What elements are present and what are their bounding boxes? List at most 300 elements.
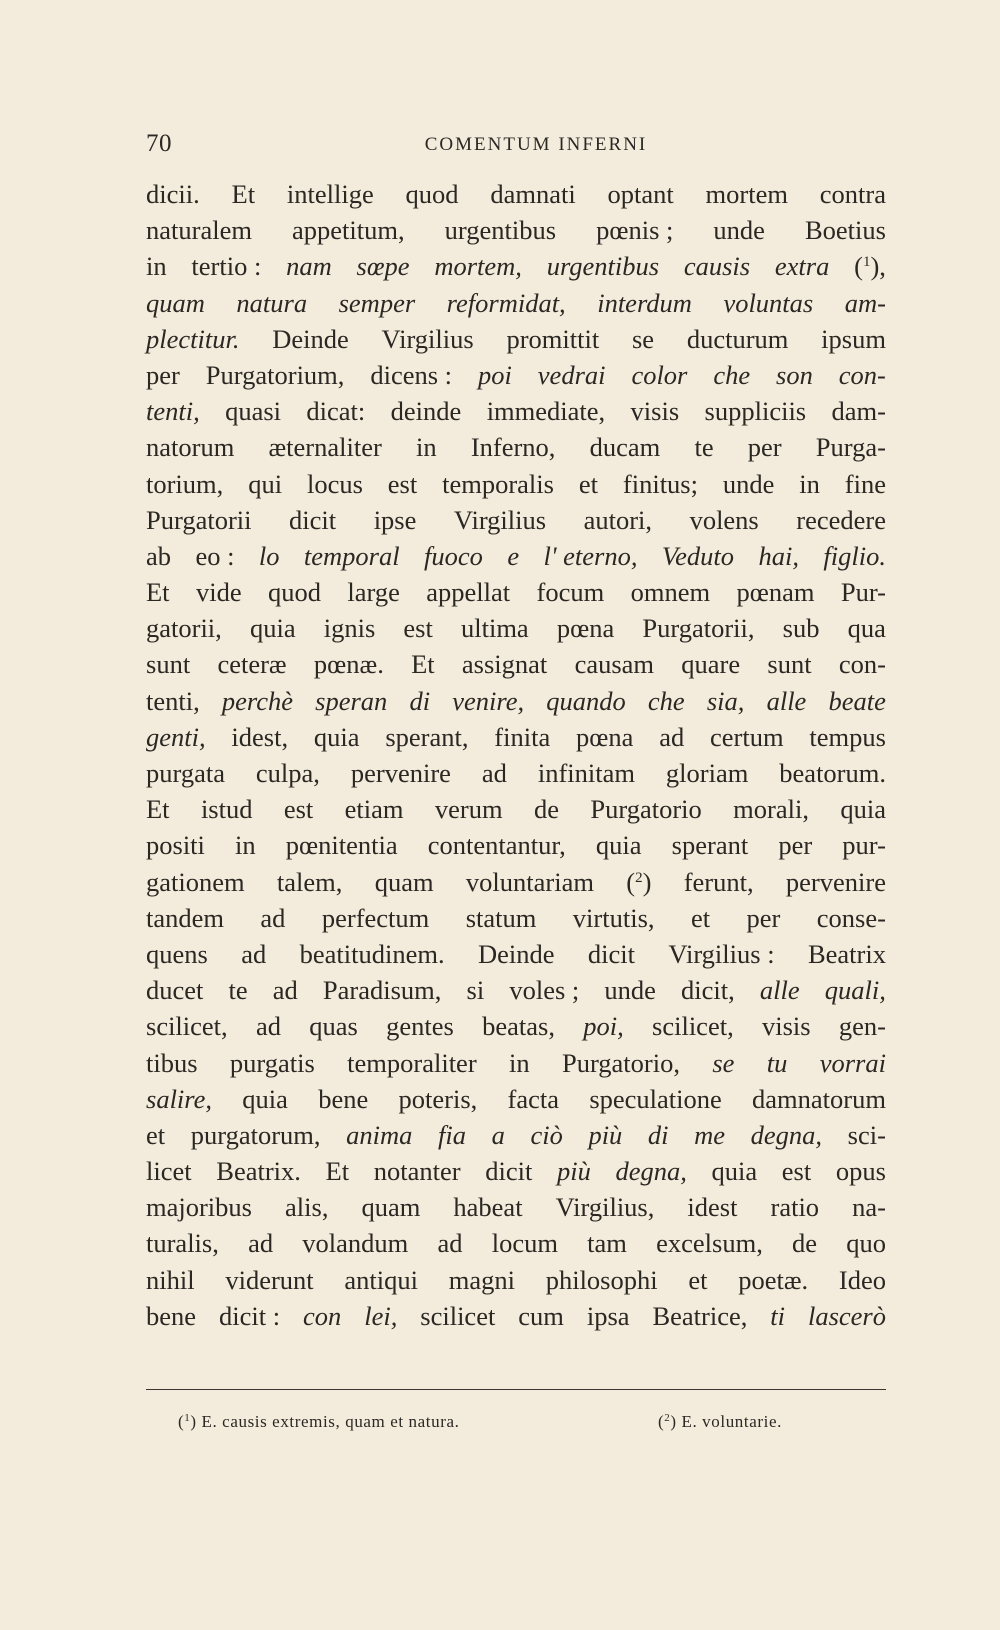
word: idest, xyxy=(231,721,289,752)
word: quo xyxy=(846,1228,886,1259)
word: Paradisum, xyxy=(322,975,442,1006)
word: gloriam xyxy=(665,758,749,788)
text-line xyxy=(146,1262,886,1298)
word: ipsum xyxy=(821,323,886,354)
word: infinitam xyxy=(537,758,635,788)
word: contentantur, xyxy=(427,830,566,861)
word: ad xyxy=(241,938,267,969)
word: quas xyxy=(309,1011,358,1042)
word: vedrai xyxy=(537,359,606,390)
word: che xyxy=(647,685,685,716)
word: dicii. xyxy=(146,179,200,209)
word: urgentibus xyxy=(444,215,557,246)
word: optant xyxy=(607,179,674,209)
word: purgatis xyxy=(229,1047,315,1078)
word: vorrai xyxy=(819,1047,886,1078)
word: voles ; xyxy=(509,975,580,1006)
word: che xyxy=(713,359,751,390)
text-line xyxy=(146,429,886,465)
word: sperant, xyxy=(385,721,469,752)
footnote-1 xyxy=(178,1412,459,1432)
word: ratio xyxy=(770,1192,820,1223)
word: finitus; xyxy=(622,468,698,499)
word: et xyxy=(688,1264,708,1295)
word: magni xyxy=(448,1264,515,1295)
word: te xyxy=(228,975,248,1006)
word: tertio : xyxy=(191,251,262,282)
text-line xyxy=(146,321,886,357)
word: pur- xyxy=(842,830,886,861)
word: dicens : xyxy=(370,359,453,390)
word: Deinde xyxy=(478,938,555,969)
word: est xyxy=(403,613,433,644)
text-line xyxy=(146,212,886,248)
footnote-2 xyxy=(658,1412,782,1432)
word: finita xyxy=(494,721,551,752)
word: ipsa xyxy=(586,1300,630,1331)
word: sperant xyxy=(671,830,749,861)
word: gatorii, xyxy=(146,613,222,644)
word: opus xyxy=(835,1156,886,1187)
word: suppliciis xyxy=(704,396,807,427)
word: speran xyxy=(315,685,388,716)
word: fia xyxy=(438,1119,466,1150)
word: qui xyxy=(248,468,283,499)
word: gentes xyxy=(386,1011,454,1042)
word: Veduto xyxy=(661,540,735,571)
word: quens xyxy=(146,938,208,969)
word: habeat xyxy=(453,1192,523,1223)
word: verum xyxy=(434,794,503,825)
word: talem, xyxy=(276,866,343,897)
word: beate xyxy=(828,685,886,716)
word: poetæ. xyxy=(738,1264,809,1295)
word: ad xyxy=(659,721,685,752)
word: unde xyxy=(604,975,656,1006)
word: morali, xyxy=(733,794,809,825)
word: in xyxy=(508,1047,530,1078)
word: fine xyxy=(844,468,886,499)
word: venire, xyxy=(452,685,525,716)
word: quod xyxy=(267,577,321,608)
word: ( xyxy=(854,251,863,282)
word: in xyxy=(416,432,437,463)
page-number: 70 xyxy=(146,130,172,157)
word: beatorum. xyxy=(779,758,886,788)
word-group xyxy=(626,864,651,900)
word: purgatorum, xyxy=(190,1119,321,1150)
word: philosophi xyxy=(545,1264,658,1295)
word: Beatrix. xyxy=(216,1156,301,1187)
word: tempus xyxy=(809,721,886,752)
word: perfectum xyxy=(321,902,430,933)
word: Et xyxy=(146,794,170,825)
word: me xyxy=(694,1119,726,1150)
word: Purga- xyxy=(815,432,886,463)
word: pervenire xyxy=(350,758,451,788)
word: temporal xyxy=(303,540,400,571)
word: degna, xyxy=(615,1156,687,1187)
word: plectitur. xyxy=(146,323,240,354)
word: est xyxy=(387,468,418,499)
text-line xyxy=(146,791,886,827)
word: dicit xyxy=(289,504,337,535)
word: natorum xyxy=(146,432,235,463)
text-line xyxy=(146,900,886,936)
text-line xyxy=(146,972,886,1008)
word: virtutis, xyxy=(572,902,655,933)
word: voluntas xyxy=(723,287,814,318)
word: Purgatorio xyxy=(590,794,702,825)
footnotes xyxy=(178,1412,838,1436)
word: urgentibus xyxy=(546,251,660,282)
word: Et xyxy=(231,179,256,209)
word: majoribus xyxy=(146,1192,252,1223)
word: Virgilius xyxy=(453,504,547,535)
text-line xyxy=(146,1081,886,1117)
word: appellat xyxy=(426,577,511,608)
text-line xyxy=(146,176,886,212)
word: figlio. xyxy=(823,540,886,571)
word: locum xyxy=(491,1228,558,1259)
word: immediate, xyxy=(486,396,606,427)
word: visis xyxy=(761,1011,811,1042)
word: in xyxy=(799,468,820,499)
word: se xyxy=(631,323,655,354)
word: Et xyxy=(411,649,435,680)
word: poi xyxy=(477,359,512,390)
word: dicat: xyxy=(306,396,366,427)
word: quam xyxy=(374,866,434,897)
word: Purgatorio, xyxy=(561,1047,680,1078)
word: quia xyxy=(711,1156,758,1187)
word: interdum xyxy=(597,287,692,318)
word: degna, xyxy=(750,1119,823,1150)
text-line xyxy=(146,538,886,574)
word: facta xyxy=(507,1083,560,1114)
word: per xyxy=(747,432,782,463)
word: deinde xyxy=(390,396,462,427)
word: Virgilius, xyxy=(555,1192,655,1223)
word: bene xyxy=(318,1083,369,1114)
word: istud xyxy=(200,794,253,825)
word: dicit xyxy=(485,1156,533,1187)
word: pœnitentia xyxy=(285,830,398,861)
word: conse- xyxy=(816,902,886,933)
footnote-ref: 2 xyxy=(635,869,643,886)
word: perchè xyxy=(221,685,294,716)
word: causam xyxy=(574,649,655,680)
word: extra xyxy=(774,251,830,282)
word: eo : xyxy=(195,540,235,571)
word: na- xyxy=(852,1192,886,1223)
word: tam xyxy=(587,1228,627,1259)
word: ad xyxy=(272,975,298,1006)
word: quali, xyxy=(824,975,886,1006)
word: ipse xyxy=(373,504,417,535)
word: quod xyxy=(405,179,459,209)
text-line xyxy=(146,610,886,646)
word: fuoco xyxy=(424,540,483,571)
word: contra xyxy=(819,179,886,209)
word: sœpe xyxy=(356,251,410,282)
word: pœna xyxy=(556,613,615,644)
word: te xyxy=(694,432,714,463)
word: Et xyxy=(325,1156,350,1187)
text-line xyxy=(146,1008,886,1044)
word-group xyxy=(854,248,886,284)
word: pœnæ. xyxy=(313,649,384,680)
word: in xyxy=(146,251,167,282)
text-line xyxy=(146,1117,886,1153)
word: bene xyxy=(146,1300,197,1331)
word: ciò xyxy=(530,1119,563,1150)
word: si xyxy=(466,975,485,1006)
word: etiam xyxy=(344,794,404,825)
word: licet xyxy=(146,1156,192,1187)
word: alle xyxy=(766,685,807,716)
word: ad xyxy=(255,1011,281,1042)
word: di xyxy=(409,685,431,716)
word: sia, xyxy=(706,685,745,716)
word: statum xyxy=(465,902,537,933)
word: torium, xyxy=(146,468,224,499)
word: focum xyxy=(536,577,605,608)
word: salire, xyxy=(146,1083,213,1114)
word: omnem xyxy=(630,577,711,608)
text-line xyxy=(146,248,886,284)
word: scilicet, xyxy=(652,1011,734,1042)
word: beatitudinem. xyxy=(299,938,445,969)
word: assignat xyxy=(461,649,548,680)
word: est xyxy=(283,794,314,825)
word: sunt xyxy=(146,649,191,680)
word: alle xyxy=(759,975,800,1006)
word: turalis, xyxy=(146,1228,219,1259)
word: Deinde xyxy=(272,323,349,354)
punctuation: ), xyxy=(870,251,886,282)
word: ad xyxy=(437,1228,463,1259)
word: lo xyxy=(258,540,280,571)
text-line xyxy=(146,1189,886,1225)
word: am- xyxy=(844,287,886,318)
word: volens xyxy=(689,504,759,535)
text-line xyxy=(146,646,886,682)
word: tenti, xyxy=(146,685,200,716)
word: tibus xyxy=(146,1047,198,1078)
word: idest xyxy=(687,1192,738,1223)
word: large xyxy=(347,577,400,608)
word: est xyxy=(781,1156,812,1187)
word: Pur- xyxy=(840,577,886,608)
word: positi xyxy=(146,830,205,861)
word: nihil xyxy=(146,1264,195,1295)
word: causis xyxy=(683,251,751,282)
word: antiqui xyxy=(344,1264,418,1295)
word: per xyxy=(778,830,813,861)
word: scilicet, xyxy=(146,1011,228,1042)
word: Beatrix xyxy=(807,938,886,969)
text-line xyxy=(146,1153,886,1189)
page-title: COMENTUM INFERNI xyxy=(424,134,648,155)
word: promittit xyxy=(506,323,600,354)
word: temporalis xyxy=(442,468,554,499)
word: cum xyxy=(518,1300,564,1331)
punctuation: ) xyxy=(642,866,652,897)
footnote-1-text: E. causis extremis, quam et natura. xyxy=(201,1412,460,1431)
word: qua xyxy=(847,613,886,644)
word: per xyxy=(746,902,781,933)
text-line xyxy=(146,1298,886,1334)
word: voluntariam xyxy=(465,866,594,897)
word: quia xyxy=(595,830,642,861)
word: dicit : xyxy=(218,1300,281,1331)
word: Et xyxy=(146,577,170,608)
word: alis, xyxy=(285,1192,329,1223)
word: tenti, xyxy=(146,396,200,427)
word: excelsum, xyxy=(656,1228,763,1259)
word: reformidat, xyxy=(446,287,566,318)
word: lascerò xyxy=(807,1300,886,1331)
word: poteris, xyxy=(398,1083,478,1114)
word: più xyxy=(588,1119,623,1150)
word: beatas, xyxy=(482,1011,555,1042)
word: sub xyxy=(782,613,820,644)
text-line xyxy=(146,574,886,610)
word: notanter xyxy=(373,1156,461,1187)
word: quia xyxy=(840,794,886,825)
word: Virgilius : xyxy=(668,938,775,969)
word: damnatorum xyxy=(752,1083,886,1114)
word: mortem, xyxy=(434,251,522,282)
word: vide xyxy=(195,577,242,608)
text-line xyxy=(146,683,886,719)
word: semper xyxy=(338,287,416,318)
word: hai, xyxy=(758,540,799,571)
word: volandum xyxy=(302,1228,409,1259)
word: anima xyxy=(346,1119,413,1150)
word: ad xyxy=(260,902,286,933)
word-group xyxy=(466,864,594,900)
footnote-ref: 1 xyxy=(862,254,871,271)
word: ab xyxy=(146,540,172,571)
word: di xyxy=(647,1119,669,1150)
word: natura xyxy=(236,287,308,318)
word: sci- xyxy=(847,1119,886,1150)
word: de xyxy=(534,794,560,825)
word: naturalem xyxy=(146,215,252,246)
word: ducam xyxy=(589,432,661,463)
text-line xyxy=(146,357,886,393)
word: quia xyxy=(313,721,360,752)
text-line xyxy=(146,864,886,900)
word: quam xyxy=(146,287,205,318)
footnote-rule xyxy=(146,1389,886,1390)
word: con- xyxy=(838,359,886,390)
word: Purgatorium, xyxy=(205,359,345,390)
word: pœnam xyxy=(736,577,815,608)
footnote-2-mark: ($^2$) xyxy=(658,1412,677,1431)
word: culpa, xyxy=(255,758,320,788)
footnote-1-mark: ($^1$) xyxy=(178,1412,197,1431)
word: recedere xyxy=(796,504,886,535)
word: tu xyxy=(766,1047,788,1078)
word: nam xyxy=(286,251,332,282)
word: ducet xyxy=(146,975,204,1006)
word: dicit, xyxy=(681,975,735,1006)
word: ultima xyxy=(460,613,529,644)
word: pervenire xyxy=(785,866,886,897)
text-line xyxy=(146,1225,886,1261)
word: per xyxy=(146,359,180,390)
word: certum xyxy=(710,721,784,752)
word: appetitum, xyxy=(291,215,405,246)
word: a xyxy=(491,1119,505,1150)
word: ad xyxy=(248,1228,274,1259)
word: pœna xyxy=(576,721,634,752)
word: pœnis ; xyxy=(596,215,674,246)
word: unde xyxy=(713,215,765,246)
word: quando xyxy=(546,685,626,716)
text-line xyxy=(146,502,886,538)
word: e xyxy=(507,540,520,571)
word: con xyxy=(303,1300,342,1331)
word: quia xyxy=(242,1083,288,1114)
word: purgata xyxy=(146,758,225,788)
word: Boetius xyxy=(804,215,886,246)
word: Beatrice, xyxy=(652,1300,748,1331)
word: viderunt xyxy=(225,1264,314,1295)
word: ferunt, xyxy=(683,866,754,897)
word: gationem xyxy=(146,866,245,897)
word: quam xyxy=(361,1192,421,1223)
word: æternaliter xyxy=(268,432,382,463)
word: più xyxy=(556,1156,591,1187)
word: ( xyxy=(626,866,636,897)
word: locus xyxy=(306,468,363,499)
word: unde xyxy=(722,468,775,499)
word: Purgatorii, xyxy=(642,613,755,644)
word: ignis xyxy=(323,613,376,644)
running-head xyxy=(146,130,886,160)
word: quare xyxy=(681,649,741,680)
text-line xyxy=(146,827,886,863)
word: damnati xyxy=(490,179,576,209)
word: temporaliter xyxy=(347,1047,477,1078)
word: et xyxy=(578,468,598,499)
text-line xyxy=(146,1045,886,1081)
word: scilicet xyxy=(420,1300,496,1331)
word: quia xyxy=(249,613,296,644)
word: sunt xyxy=(767,649,812,680)
text-line xyxy=(146,466,886,502)
word: ceteræ xyxy=(217,649,287,680)
word: Purgatorii xyxy=(146,504,252,535)
word: ti xyxy=(770,1300,786,1331)
word: poi, xyxy=(583,1011,624,1042)
word: con- xyxy=(838,649,886,680)
word: l' eterno, xyxy=(543,540,638,571)
word: mortem xyxy=(705,179,788,209)
word: quasi xyxy=(225,396,282,427)
word: lei, xyxy=(364,1300,398,1331)
word: speculatione xyxy=(589,1083,722,1114)
word: color xyxy=(631,359,688,390)
word: tandem xyxy=(146,902,224,933)
word: son xyxy=(776,359,813,390)
footnote-2-text: E. voluntarie. xyxy=(681,1412,782,1431)
word: ad xyxy=(481,758,507,788)
